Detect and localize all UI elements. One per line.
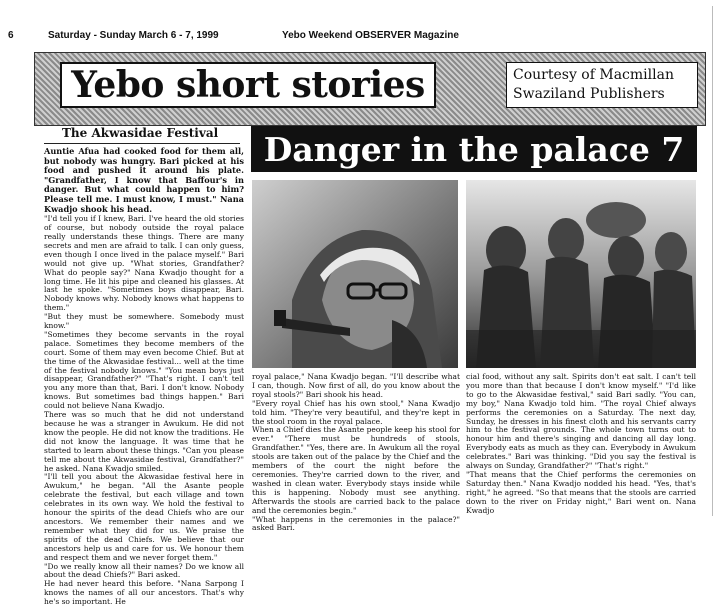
- story-paragraph: "That means that the Chief performs the ceremonies on Saturday then." Nana Kwadjo nodded his head. "Yes, that's right," he agreed. "So that means that the stools are carried down to the river on Friday night," Bari went on. Nana Kwadjo: [466, 469, 696, 515]
- section-title: The Akwasidae Festival: [62, 126, 219, 140]
- story-paragraph: "Do we really know all their names? Do we know all about the dead Chiefs?" Bari asked.: [44, 561, 244, 580]
- story-paragraph: royal palace," Nana Kwadjo began. "I'll describe what I can, though. Now first of all, do you know about the royal stools?" Bari shook his head.: [252, 372, 460, 399]
- courtesy-line-2: Swaziland Publishers: [513, 86, 665, 102]
- masthead-title: Yebo short stories: [71, 64, 425, 106]
- story-paragraph: "I'll tell you about the Akwasidae festival here in Awukum," he began. "All the Asante people celebrate the festival, but each village and town celebrates in its own way. We hold the festival to honour the spirits of the dead Chiefs who are our ancestors. We remember their names and we remember what they did for us. We praise the spirits of the dead Chiefs. We believe that our ancestors help us and care for us. We honour them and respect them and we never forget them.": [44, 472, 244, 562]
- story-column-3: [466, 373, 696, 519]
- page-number: 6: [8, 30, 14, 41]
- issue-date: Saturday - Sunday March 6 - 7, 1999: [48, 30, 219, 41]
- courtesy-box: [506, 62, 698, 108]
- story-paragraph: There was so much that he did not understand because he was a stranger in Awukum. He did not know the people. He did not know the traditions. He did not know the language. It was time that he started to learn about these things. "Can you please tell me about the Akwasidae festival, Grandfather?" he asked. Nana Kwadjo smiled.: [44, 410, 244, 473]
- headline: Danger in the palace 7: [263, 129, 685, 169]
- story-paragraph: He had never heard this before. "Nana Sarpong I knows the names of all our ancestors. That's why he's so important. He: [44, 579, 244, 607]
- story-paragraph: "But they must be somewhere. Somebody must know.": [44, 312, 244, 331]
- story-paragraph: "Sometimes they become servants in the royal palace. Sometimes they become members of the court. Some of them may even become Chief. But at the time of the Akwasidae festival... well at the time of the festival nobody knows." "You mean boys just disappear, Grandfather?" "That's right. I can't tell you any more than that, Bari. I don't know. Nobody knows. But sometimes bad things happen." Bari could not believe Nana Kwadjo.: [44, 329, 244, 411]
- story-paragraph: When a Chief dies the Asante people keep his stool for ever." "There must be hundreds of stools, Grandfather." "Yes, there are. In Awukum all the royal stools are taken out of the palace by the Chief and the members of the court the night before the ceremonies. They're carried down to the river, and washed in clean water. Everybody stays inside while this is happening. Nobody must see anything. Afterwards the stools are carried back to the palace and the ceremonies begin.": [252, 425, 460, 515]
- story-column-1: [44, 146, 244, 607]
- publication-name: Yebo Weekend OBSERVER Magazine: [282, 30, 459, 41]
- story-paragraph: "I'd tell you if I knew, Bari. I've heard the old stories of course, but nobody outside the royal palace really understands these things. There are many secrets and men are afraid to talk. I can only guess, even though I once lived in the palace myself." Bari would not give up. "What stories, Grandfather? What do people say?" Nana Kwadjo thought for a long time. He lit his pipe and cleaned his glasses. At last he spoke. "Sometimes boys disappear, Bari. Nobody knows why. Nobody knows what happens to them.": [44, 214, 244, 313]
- story-column-2: [252, 372, 460, 533]
- photo-grandfather-with-pipe: [252, 180, 458, 368]
- page-header: [0, 30, 720, 44]
- courtesy-line-1: Courtesy of Macmillan: [513, 67, 674, 83]
- story-lead: Auntie Afua had cooked food for them all, but nobody was hungry. Bari picked at his food and pushed it around his plate. "Grandfather, I know that Baffour's in danger. But what could happen to him? Please tell me. I must know, I must." Nana Kwadjo shook his head.: [44, 146, 244, 214]
- masthead-title-box: [60, 62, 436, 108]
- story-paragraph: "What happens in the ceremonies in the palace?" asked Bari.: [252, 514, 460, 533]
- story-paragraph: cial food, without any salt. Spirits don't eat salt. I can't tell you more than that because I don't know myself." "I'd like to go to the Akwasidae festival," said Bari sadly. "You can, my boy," Nana Kwadjo told him. "The royal Chief always performs the ceremonies on a Saturday. The next day, Sunday, he dresses in his finest cloth and his servants carry him to the festival grounds. The whole town turns out to honour him and there's singing and dancing all day long. Everybody eats as much as they can. Everybody in Awukum celebrates." Bari was thinking. "Did you say the festival is always on Sunday, Grandfather?" "That's right.": [466, 372, 696, 471]
- headline-banner: [251, 126, 697, 172]
- page-edge-line: [712, 6, 713, 516]
- section-divider: [44, 143, 240, 144]
- story-paragraph: "Every royal Chief has his own stool," Nana Kwadjo told him. "They're very beautiful, and they're kept in the stool room in the royal palace.: [252, 398, 460, 426]
- photo-palace-crowd: [466, 180, 696, 368]
